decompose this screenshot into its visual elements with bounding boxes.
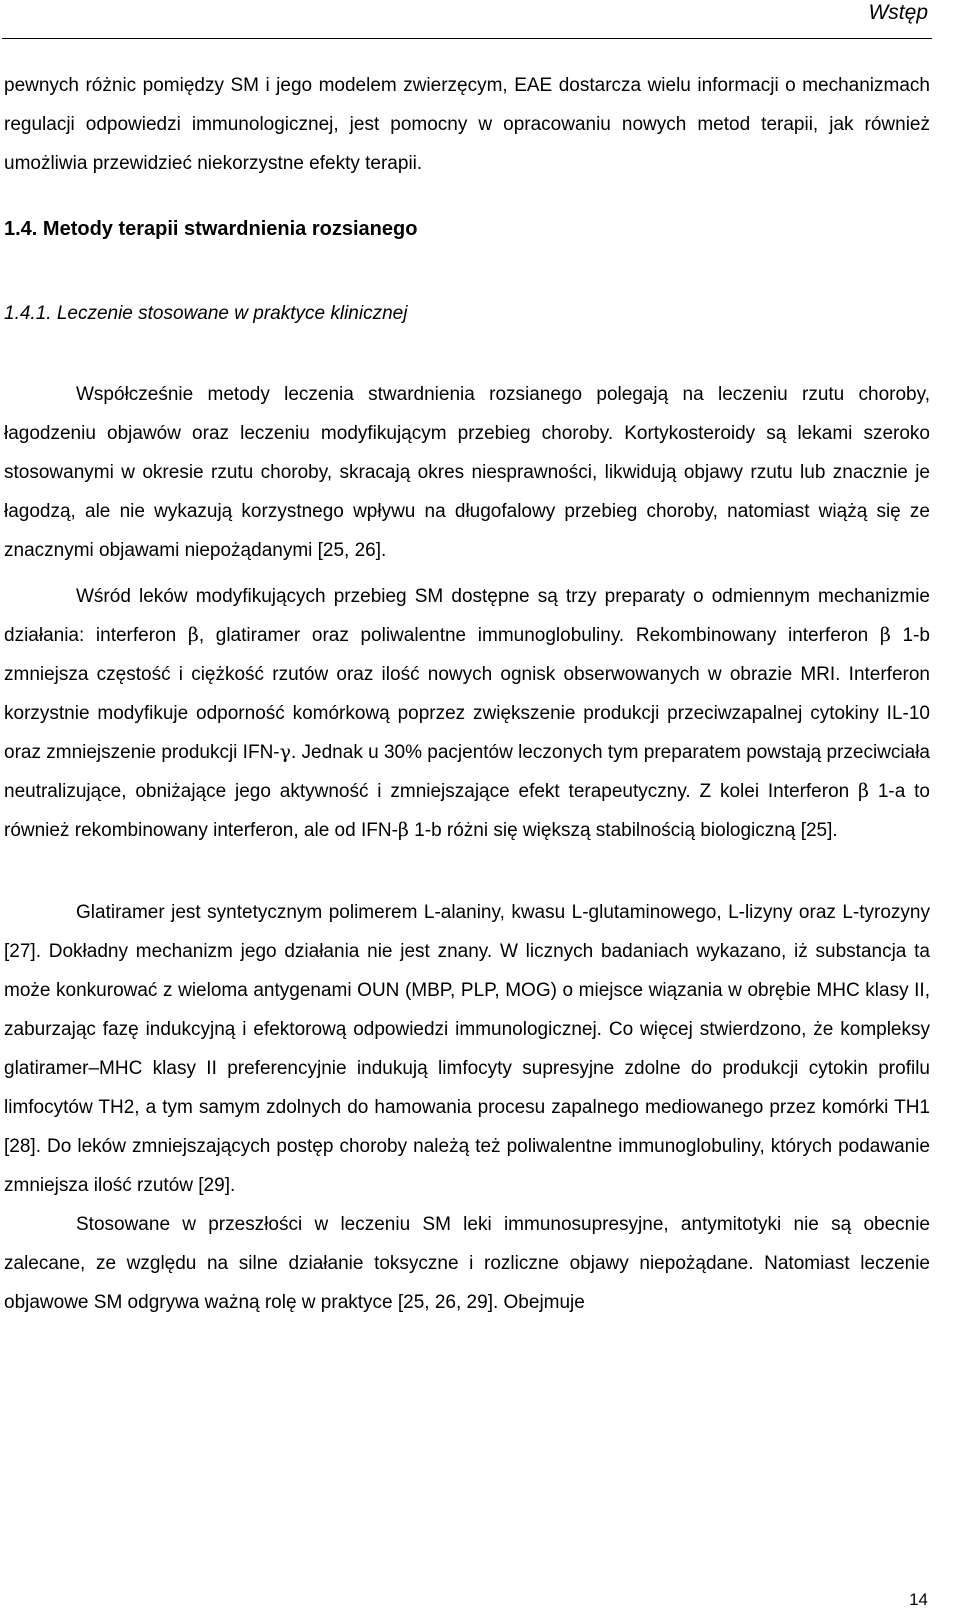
beta-symbol: β [187,624,199,646]
text-run: 1-b różni się większą stabilnością biologiczną [25]. [408,820,838,841]
section-heading: 1.4. Metody terapii stwardnienia rozsianego [4,218,418,240]
page-body [4,66,930,1322]
beta-symbol: β [879,624,891,646]
text-run: 1-b zmniejsza częstość i ciężkość rzutów oraz ilość nowych ognisk obserwowanych w obrazie MRI. Interferon korzystnie modyfikuje odporność komórkową poprzez zwiększenie produkcji przeciwzapalnej cytokiny IL-10 oraz zmniejszenie produkcji IFN- [4,625,930,763]
paragraph-immunosuppressants: Stosowane w przeszłości w leczeniu SM leki immunosupresyjne, antymitotyki nie są obecnie zalecane, ze względu na silne działanie toksyczne i rozliczne objawy niepożądane. Natomiast leczenie objawowe SM odgrywa ważną rolę w praktyce [25, 26, 29]. Obejmuje [4,1214,930,1313]
beta-symbol: β [858,780,870,802]
paragraph-treatment-overview: Współcześnie metody leczenia stwardnienia rozsianego polegają na leczeniu rzutu choroby, łagodzeniu objawów oraz leczeniu modyfikującym przebieg choroby. Kortykosteroidy są lekami szeroko stosowanymi w okresie rzutu choroby, skracają okres niesprawności, likwidują objawy rzutu lub znacznie je łagodzą, ale nie wykazują korzystnego wpływu na długofalowy przebieg choroby, natomiast wiążą się ze znacznymi objawami niepożądanymi [25, 26]. [4,384,930,561]
gamma-symbol: γ [279,741,291,763]
text-run: , glatiramer oraz poliwalentne immunoglobuliny. Rekombinowany interferon [198,625,880,646]
header-title: Wstęp [868,1,928,24]
text-run: 1-a to również rekombinowany interferon, ale od IFN- [4,781,931,841]
subsection-heading: 1.4.1. Leczenie stosowane w praktyce klinicznej [4,303,408,324]
beta-symbol: β [397,819,409,841]
text-run: Wśród leków modyfikujących przebieg SM dostępne są trzy preparaty o odmiennym mechanizmie działania: interferon [4,586,930,646]
paragraph-glatiramer: Glatiramer jest syntetycznym polimerem L-alaniny, kwasu L-glutaminowego, L-lizyny oraz L-tyrozyny [27]. Dokładny mechanizm jego działania nie jest znany. W licznych badaniach wykazano, iż substancja ta może konkurować z wieloma antygenami OUN (MBP, PLP, MOG) o miejsce wiązania w obrębie MHC klasy II, zaburzając fazę indukcyjną i efektorową odpowiedzi immunologicznej. Co więcej stwierdzono, że kompleksy glatiramer–MHC klasy II preferencyjnie indukują limfocyty supresyjne zdolne do produkcji cytokin profilu limfocytów TH2, a tym samym zdolnych do hamowania procesu zapalnego mediowanego przez komórki TH1 [28]. Do leków zmniejszających postęp choroby należą też poliwalentne immunoglobuliny, których podawanie zmniejsza ilość rzutów [29]. [4,902,930,1196]
page-number: 14 [909,1590,928,1609]
text-run: . Jednak u 30% pacjentów leczonych tym preparatem powstają przeciwciała neutralizujące, obniżające jego aktywność i zmniejszające efekt terapeutyczny. Z kolei Interferon [4,742,930,802]
header-rule [2,38,932,39]
paragraph-modifying-drugs [4,577,930,850]
intro-paragraph: pewnych różnic pomiędzy SM i jego modelem zwierzęcym, EAE dostarcza wielu informacji o mechanizmach regulacji odpowiedzi immunologicznej, jest pomocny w opracowaniu nowych metod terapii, jak również umożliwia przewidzieć niekorzystne efekty terapii. [4,75,930,174]
